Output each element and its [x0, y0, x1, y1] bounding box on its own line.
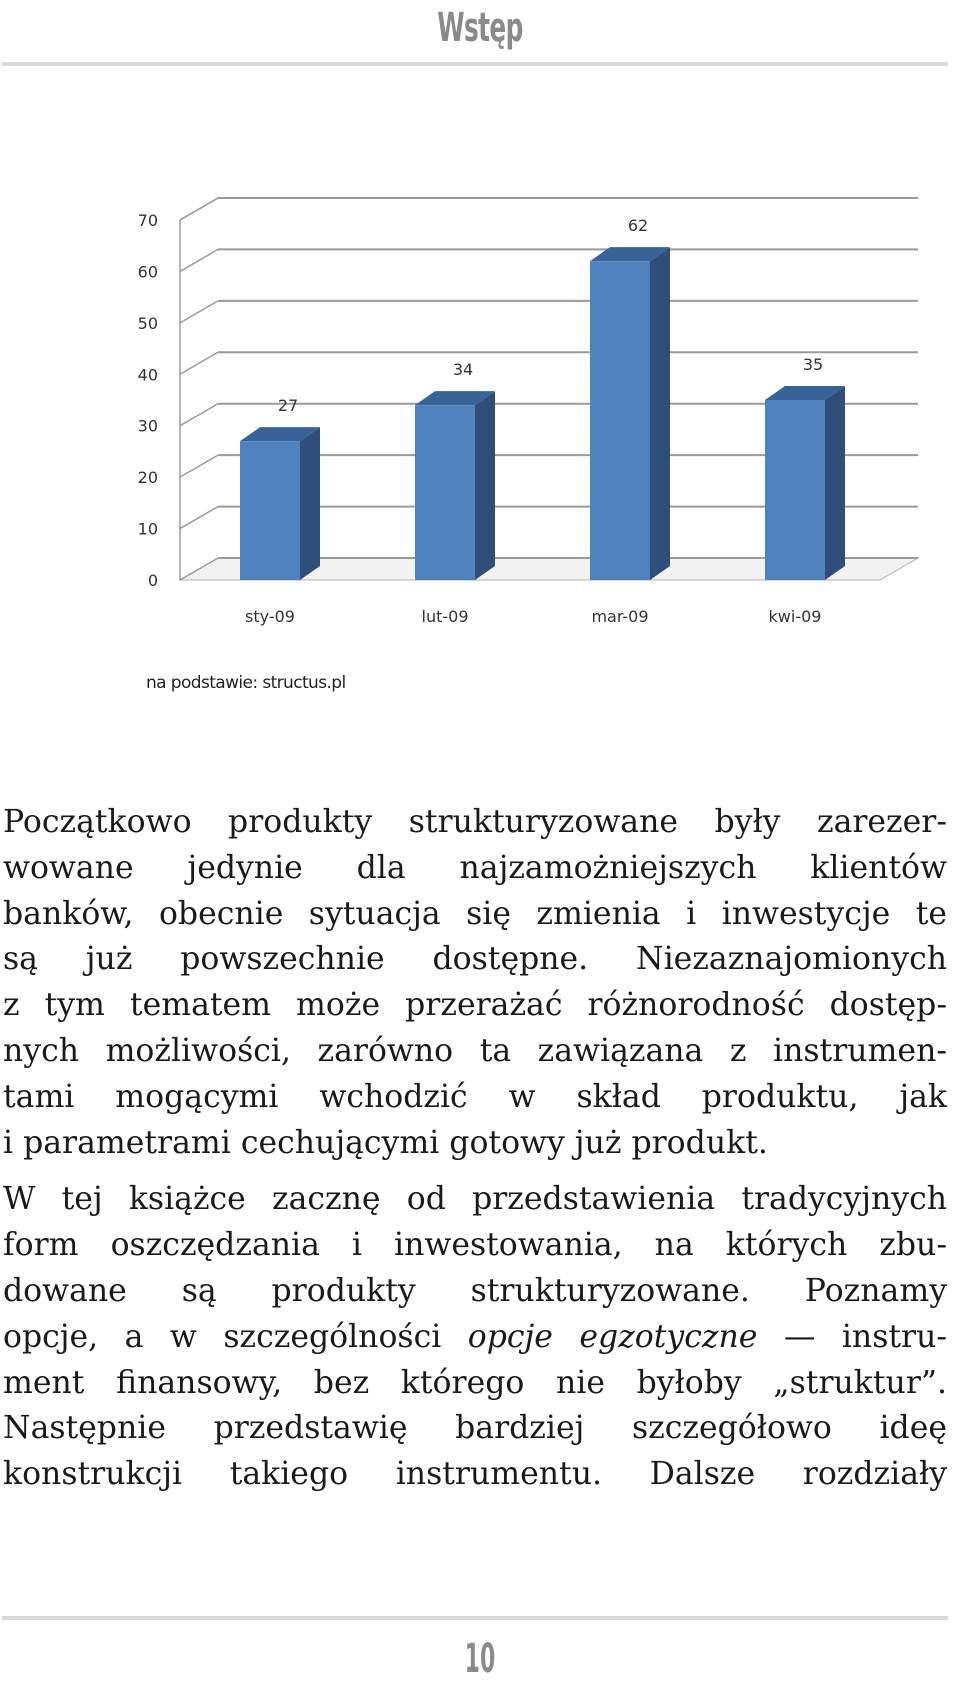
text-segment: opcje, a w szczególności [3, 1318, 468, 1355]
text-line: banków, obecnie sytuacja się zmienia i inwestycje te [3, 895, 947, 932]
text-line-mixed [3, 1315, 947, 1361]
text-line: dowane są produkty strukturyzowane. Poznamy [3, 1272, 947, 1309]
text-line: z tym tematem może przerażać różnorodność dostęp- [3, 987, 947, 1024]
data-label: 35 [802, 355, 824, 374]
paragraph-1 [3, 800, 947, 1166]
page-number: 10 [464, 1636, 496, 1682]
paragraph-2 [3, 1177, 947, 1498]
data-label: 62 [627, 216, 649, 236]
gridline-diagonal [180, 249, 218, 271]
gridline-diagonal [180, 455, 218, 477]
bar [415, 405, 475, 580]
gridline-diagonal [180, 507, 218, 529]
bar [240, 441, 300, 580]
text-line: tami mogącymi wchodzić w skład produktu, jak [3, 1078, 947, 1115]
y-tick-label: 0 [147, 571, 158, 590]
y-tick-label: 60 [137, 262, 158, 282]
y-tick-label: 70 [137, 211, 158, 230]
data-label: 34 [452, 360, 474, 380]
text-segment: — instru- [757, 1318, 948, 1355]
header-rule [2, 62, 948, 66]
bar-side [475, 391, 495, 580]
x-tick-label: lut-09 [421, 607, 469, 626]
y-tick-label: 20 [137, 468, 158, 488]
y-tick-label: 30 [137, 416, 158, 436]
text-line: są już powszechnie dostępne. Niezaznajomionych [3, 941, 947, 978]
data-label: 27 [277, 396, 299, 416]
y-tick-label: 10 [137, 519, 158, 539]
text-line: Następnie przedstawię bardziej szczegółowo ideę [3, 1410, 947, 1447]
body-text [3, 800, 947, 1498]
gridline-diagonal [180, 198, 218, 220]
text-line: wowane jedynie dla najzamożniejszych klientów [3, 849, 947, 886]
bar-side [650, 247, 670, 580]
text-line: Początkowo produkty strukturyzowane były zarezer- [3, 804, 947, 840]
footer-rule [2, 1616, 948, 1620]
x-tick-label: kwi-09 [768, 607, 822, 626]
chapter-title: Wstęp [437, 5, 523, 51]
text-line: konstrukcji takiego instrumentu. Dalsze rozdziały [3, 1456, 947, 1493]
bar-side [825, 386, 845, 580]
bar [765, 400, 825, 580]
text-line: nych możliwości, zarówno ta zawiązana z instrumen- [3, 1032, 947, 1069]
x-tick-label: mar-09 [591, 607, 649, 626]
bar-chart [0, 170, 960, 640]
bar [590, 261, 650, 580]
text-line: i parametrami cechującymi gotowy już produkt. [3, 1124, 768, 1161]
y-tick-label: 40 [137, 365, 158, 385]
gridline-diagonal [180, 352, 218, 374]
chart-left-wall [180, 198, 218, 580]
gridline-diagonal [180, 404, 218, 426]
chart-source-note: na podstawie: structus.pl [146, 673, 346, 693]
text-line: ment finansowy, bez którego nie byłoby „struktur”. [3, 1364, 947, 1401]
y-tick-label: 50 [137, 313, 158, 333]
gridline-diagonal [180, 301, 218, 323]
x-tick-label: sty-09 [245, 607, 295, 626]
italic-term: opcje egzotyczne [467, 1318, 758, 1355]
text-line: form oszczędzania i inwestowania, na których zbu- [3, 1227, 947, 1264]
bar-side [300, 427, 320, 580]
text-line: W tej książce zacznę od przedstawienia tradycyjnych [3, 1181, 947, 1218]
